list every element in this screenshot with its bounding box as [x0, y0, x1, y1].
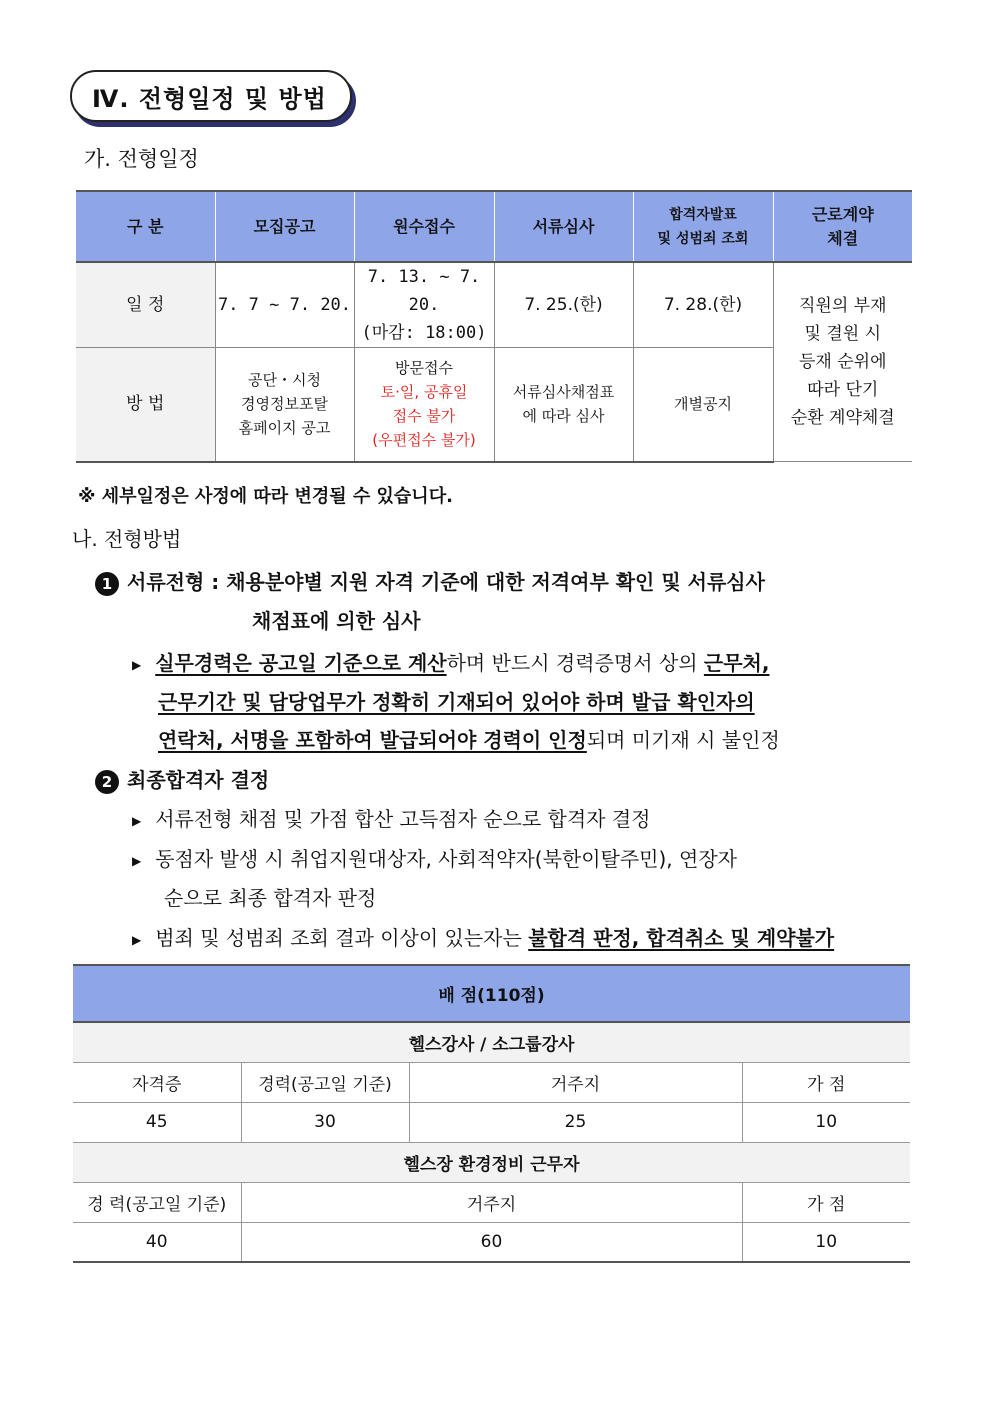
cat1-value-career: 30	[241, 1102, 409, 1142]
number-one-icon: 1	[95, 572, 119, 596]
number-two-icon: 2	[95, 770, 119, 794]
schedule-header-row	[76, 191, 912, 262]
date-document-review: 7. 25.(한)	[494, 262, 633, 348]
cat2-value-career: 40	[73, 1222, 241, 1262]
cat2-value-bonus: 10	[742, 1222, 910, 1262]
triangle-bullet-icon: ▶	[132, 853, 142, 868]
section-title	[70, 70, 352, 122]
header-application: 원수접수	[354, 191, 494, 262]
header-announcement: 모집공고	[215, 191, 354, 262]
score-cat2-value-row	[73, 1222, 910, 1262]
header-contract	[773, 191, 912, 262]
method-document-review-l1: 서류심사채점표	[512, 383, 615, 402]
header-result-l2: 및 성범죄 조회	[657, 230, 749, 247]
cat2-value-residence: 60	[241, 1222, 742, 1262]
method-document-review-l2: 에 따라 심사	[522, 407, 605, 426]
contract-l3: 등재 순위에	[798, 352, 887, 372]
cat2-header-bonus: 가 점	[742, 1182, 910, 1222]
method1-bullet-line2: 근무기간 및 담당업무가 정확히 기재되어 있어야 하며 발급 확인자의	[158, 690, 755, 714]
contract-l1: 직원의 부재	[798, 296, 887, 316]
cat1-header-bonus: 가 점	[742, 1062, 910, 1102]
method2-bullet1	[132, 803, 650, 832]
date-announcement: 7. 7 ~ 7. 20.	[215, 262, 354, 348]
date-application-deadline: (마감: 18:00)	[361, 323, 487, 343]
method1-bullet-line1	[132, 647, 769, 676]
method-application-l2: 토·일, 공휴일	[380, 383, 468, 402]
method-announcement-l2: 경영정보포탈	[241, 395, 328, 414]
date-application	[354, 262, 494, 348]
workplace-text: 근무처,	[703, 651, 770, 675]
method-announcement	[215, 348, 354, 462]
contract-l2: 및 결원 시	[804, 324, 881, 344]
score-title-row	[73, 965, 910, 1022]
row-label-methods: 방 법	[76, 348, 215, 462]
score-title: 배 점(110점)	[73, 965, 910, 1022]
method2-bullet2-line2: 순으로 최종 합격자 판정	[164, 886, 377, 910]
contract-l4: 따라 단기	[807, 380, 879, 400]
date-application-range: 7. 13. ~ 7. 20.	[367, 267, 481, 315]
subheading-schedule: 가. 전형일정	[84, 147, 199, 171]
method1-text: 서류전형 : 채용분야별 지원 자격 기준에 대한 저격여부 확인 및 서류심사	[127, 570, 765, 594]
cat2-header-career: 경 력(공고일 기준)	[73, 1182, 241, 1222]
date-result: 7. 28.(한)	[633, 262, 773, 348]
score-cat1-value-row	[73, 1102, 910, 1142]
cat1-value-bonus: 10	[742, 1102, 910, 1142]
subheading-methods: 나. 전형방법	[72, 527, 182, 551]
score-category-cleaning: 헬스장 환경정비 근무자	[73, 1142, 910, 1182]
score-table	[73, 964, 910, 1263]
method-announcement-l1: 공단・시청	[248, 371, 321, 390]
method-application	[354, 348, 494, 462]
cat1-header-residence: 거주지	[409, 1062, 742, 1102]
method-document-review	[494, 348, 633, 462]
cat1-header-cert: 자격증	[73, 1062, 241, 1102]
method2-bullet3-text: 범죄 및 성범죄 조회 결과 이상이 있는자는	[155, 926, 529, 950]
cat1-header-career: 경력(공고일 기준)	[241, 1062, 409, 1102]
header-result-l1: 합격자발표	[669, 206, 737, 223]
schedule-table	[76, 190, 912, 463]
header-result	[633, 191, 773, 262]
method2-line1	[95, 764, 269, 794]
header-document-review: 서류심사	[494, 191, 633, 262]
contact-sign-text: 연락처, 서명을 포함하여 발급되어야 경력이 인정	[158, 728, 587, 752]
score-cat1-row	[73, 1022, 910, 1062]
method1-bullet-line3	[158, 724, 780, 753]
method2-title: 최종합격자 결정	[127, 768, 270, 792]
method1-line2: 채점표에 의한 심사	[252, 609, 421, 633]
career-calc-text: 실무경력은 공고일 기준으로 계산	[155, 651, 447, 675]
method2-bullet2-text: 동점자 발생 시 취업지원대상자, 사회적약자(북한이탈주민), 연장자	[155, 847, 737, 871]
schedule-note: ※ 세부일정은 사정에 따라 변경될 수 있습니다.	[78, 486, 453, 507]
score-cat2-row	[73, 1142, 910, 1182]
not-recognized-text: 되며 미기재 시 불인정	[586, 728, 780, 752]
score-cat2-header-row	[73, 1182, 910, 1222]
method2-bullet3	[132, 922, 834, 951]
header-category: 구 분	[76, 191, 215, 262]
method2-bullet2	[132, 843, 737, 872]
method-application-l3: 접수 불가	[392, 407, 456, 426]
score-cat1-header-row	[73, 1062, 910, 1102]
cat1-value-cert: 45	[73, 1102, 241, 1142]
method1-line1	[95, 566, 765, 596]
score-category-trainer: 헬스강사 / 소그룹강사	[73, 1022, 910, 1062]
contract-cell	[773, 262, 912, 462]
method2-bullet3-underlined: 불합격 판정, 합격취소 및 계약불가	[528, 926, 835, 950]
method-result: 개별공지	[633, 348, 773, 462]
triangle-bullet-icon: ▶	[132, 813, 142, 828]
cat1-value-residence: 25	[409, 1102, 742, 1142]
header-contract-l1: 근로계약	[811, 204, 874, 224]
method-application-l1: 방문접수	[395, 359, 453, 378]
method2-bullet1-text: 서류전형 채점 및 가점 합산 고득점자 순으로 합격자 결정	[155, 807, 651, 831]
career-proof-text: 하며 반드시 경력증명서 상의	[446, 651, 704, 675]
method-application-l4: (우편접수 불가)	[372, 431, 476, 450]
header-contract-l2: 체결	[827, 228, 859, 248]
contract-l5: 순환 계약체결	[790, 408, 895, 428]
method-announcement-l3: 홈페이지 공고	[238, 419, 331, 438]
triangle-bullet-icon: ▶	[132, 932, 142, 947]
schedule-row-dates	[76, 262, 912, 348]
section-title-text: Ⅳ. 전형일정 및 방법	[92, 84, 327, 113]
row-label-dates: 일 정	[76, 262, 215, 348]
triangle-bullet-icon: ▶	[132, 657, 142, 672]
cat2-header-residence: 거주지	[241, 1182, 742, 1222]
